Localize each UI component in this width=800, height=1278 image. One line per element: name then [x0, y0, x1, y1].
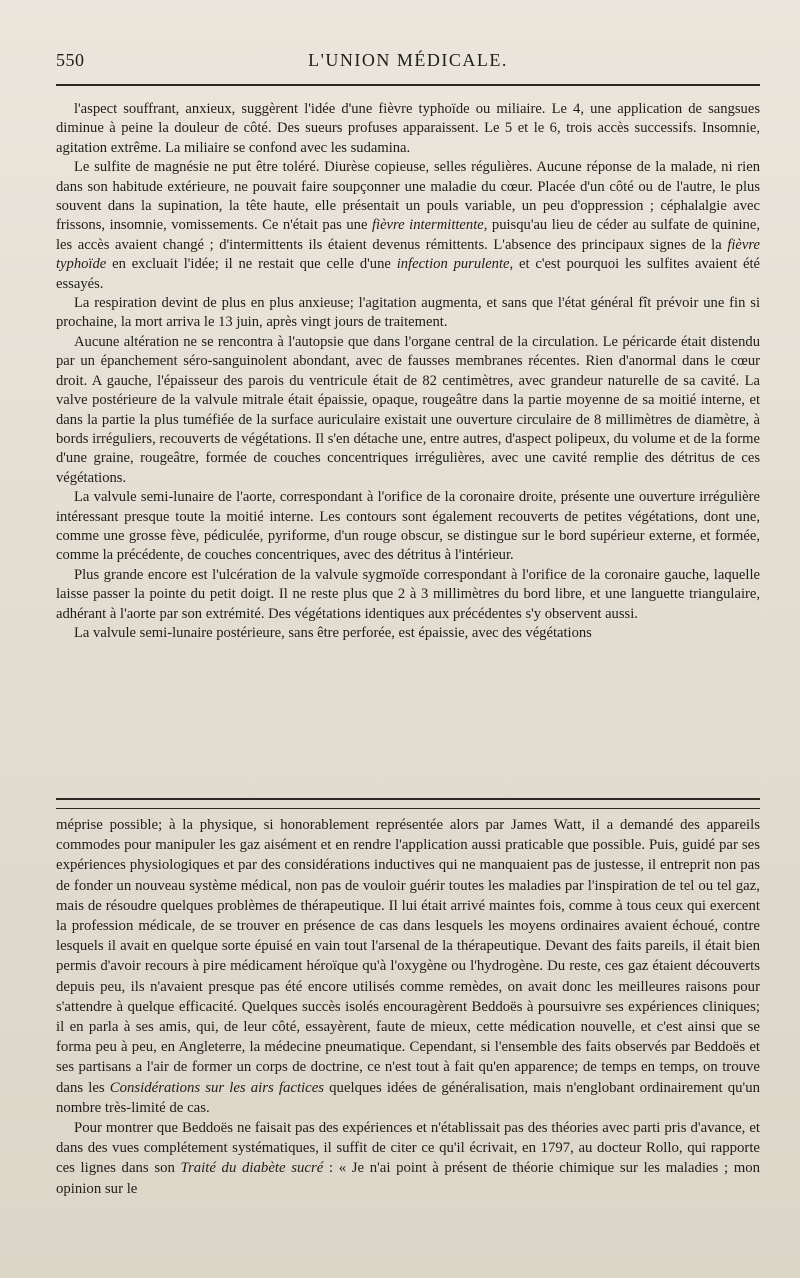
header-rule: [56, 84, 760, 86]
paragraph: [56, 624, 760, 643]
paragraph: [56, 815, 760, 1118]
paragraph: [56, 488, 760, 566]
paragraph: [56, 566, 760, 624]
paragraph-text: La valvule semi-lunaire de l'aorte, correspondant à l'orifice de la coronaire droite, présente une ouverture irrégulière intéressant presque toute la moitié interne. Les contours sont également recouverts de petites végétations, dont une, comme une grosse fève, pédiculée, pyriforme, d'un rouge obscur, se distingue sur le bord supérieur externe, et formée, comme la précédente, de couches concentriques, avec des détritus à l'intérieur.: [56, 489, 760, 564]
page-header: [56, 50, 760, 80]
paragraph-text: La respiration devint de plus en plus anxieuse; l'agitation augmenta, et sans que l'état général fît prévoir une fin si prochaine, la mort arriva le 13 juin, après vingt jours de traitement.: [56, 295, 760, 331]
paragraph-text: Pour montrer que Beddoës ne faisait pas des expériences et n'établissait pas des théories avec parti pris d'avance, et dans des vues complétement systématiques, il suffit de citer ce qu'il écrivait, en 1797, au docteur Rollo, qui rapporte ces lignes dans son: [56, 1120, 760, 1177]
italic-text: fièvre intermittente,: [371, 217, 488, 234]
paragraph-text: l'aspect souffrant, anxieux, suggèrent l'idée d'une fièvre typhoïde ou miliaire. Le 4, une application de sangsues diminue à peine la douleur de côté. Des sueurs profuses apparaissent. Le 5 et le 6, trois accès successifs. Insomnie, agitation extrême. La miliaire se confond avec les sudamina.: [56, 101, 760, 156]
page-number: 550: [56, 50, 85, 70]
section-separator: [56, 798, 760, 809]
paragraph: [56, 158, 760, 294]
running-title: L'UNION MÉDICALE.: [308, 50, 508, 70]
italic-text: infection purulente,: [396, 256, 514, 273]
italic-text: Traité du diabète sucré: [180, 1160, 324, 1177]
article-top-column: [56, 100, 760, 643]
paragraph-text: puisqu'au lieu de céder au sulfate de quinine, les accès avaient changé ; d'intermittents ils étaient devenus rémittents. L'absence des principaux signes de la: [56, 217, 760, 253]
paragraph: [56, 294, 760, 333]
paragraph-text: méprise possible; à la physique, si honorablement représentée alors par James Watt, il a demandé des appareils commodes pour manipuler les gaz aisément et en rendre l'application aussi praticable que possible. Puis, guidé par ses expériences physiologiques et par des considérations inductives qui ne manquaient pas de justesse, il entreprit non pas de fonder un nouveau système médical, non pas de vouloir guérir toutes les maladies par l'inspiration de tel ou tel gaz, mais de résoudre quelques problèmes de thérapeutique. Il lui était arrivé maintes fois, comme à tous ceux qui exercent la profession médicale, de se trouver en présence de cas dans lesquels les moyens ordinaires avaient échoué, contre lesquels il avait en quelque sorte épuisé en vain tout l'arsenal de la thérapeutique. Devant des faits pareils, il était bien permis d'avoir recours à pire médicament héroïque qu'à l'oxygène ou l'hydrogène. Du reste, ces gaz étaient découverts depuis peu, ils n'avaient presque pas été encore utilisés comme remèdes, on avait donc les meilleures raisons pour s'attendre à quelque efficacité. Quelques succès isolés encouragèrent Beddoës à poursuivre ses expériences cliniques; il en parla à ses amis, qui, de leur côté, essayèrent, faute de mieux, cette médication nouvelle, et c'est ainsi que se forma peu à peu, en Angleterre, la médecine pneumatique. Cependant, si l'ensemble des faits observés par Beddoës et ses partisans a l'air de former un corps de doctrine, ce n'est tout à fait qu'en apparence; de temps en temps, on trouve dans les: [56, 817, 760, 1096]
italic-text: Considérations sur les airs factices: [109, 1079, 325, 1096]
paragraph: [56, 1118, 760, 1199]
paragraph-text: : « Je n'ai point à présent de théorie chimique sur les maladies ; mon opinion sur le: [56, 1160, 761, 1197]
paragraph-text: quelques idées de généralisation, mais n'englobant ordinairement qu'un nombre très-limité de cas.: [56, 1079, 761, 1116]
paragraph-text: en excluait l'idée; il ne restait que celle d'une: [106, 256, 397, 273]
italic-text: fièvre typhoïde: [56, 236, 760, 273]
paragraph: [56, 333, 760, 488]
paragraph: [56, 100, 760, 158]
paragraph-text: La valvule semi-lunaire postérieure, sans être perforée, est épaissie, avec des végétations: [74, 624, 592, 641]
paragraph-text: Plus grande encore est l'ulcération de la valvule sygmoïde correspondant à l'orifice de la coronaire gauche, laquelle laisse passer la pointe du petit doigt. Il ne reste plus que 2 à 3 millimètres du bord libre, et une languette triangulaire, adhérant à l'aorte par son extrémité. Des végétations identiques aux précédentes s'y observent aussi.: [56, 566, 760, 622]
paragraph-text: Le sulfite de magnésie ne put être toléré. Diurèse copieuse, selles régulières. Aucune réponse de la malade, ni rien dans son habitude extérieure, ne pouvait faire soupçonner une maladie du cœur. Placée d'un côté ou de l'autre, le plus souvent dans la supination, la tête haute, elle présentait un pouls variable, un peu d'oppression ; céphalalgie avec frissons, insomnie, vomissements. Ce n'était pas une: [56, 159, 760, 234]
paragraph-text: Aucune altération ne se rencontra à l'autopsie que dans l'organe central de la circulation. Le péricarde était distendu par un épanchement séro-sanguinolent abondant, avec de fausses membranes récentes. Rien d'anormal dans le cœur droit. A gauche, l'épaisseur des parois du ventricule était de 82 centimètres, avec grandeur naturelle de sa cavité. La valve postérieure de la valvule mitrale était épaissie, opaque, rougeâtre dans la partie moyenne de sa moitié interne, et dans la partie la plus tuméfiée de la surface auriculaire existait une ouverture circulaire de 8 millimètres de diamètre, à bords irréguliers, recouverts de végétations. Il s'en détache une, entre autres, d'aspect polipeux, du volume et de la forme d'une graine, rougeâtre, formée de couches concentriques irrégulières, avec une cavité remplie des détritus de ces végétations.: [56, 333, 760, 486]
article-bottom-column: [56, 815, 760, 1199]
paragraph-text: et c'est pourquoi les sulfites avaient été essayés.: [56, 256, 760, 292]
